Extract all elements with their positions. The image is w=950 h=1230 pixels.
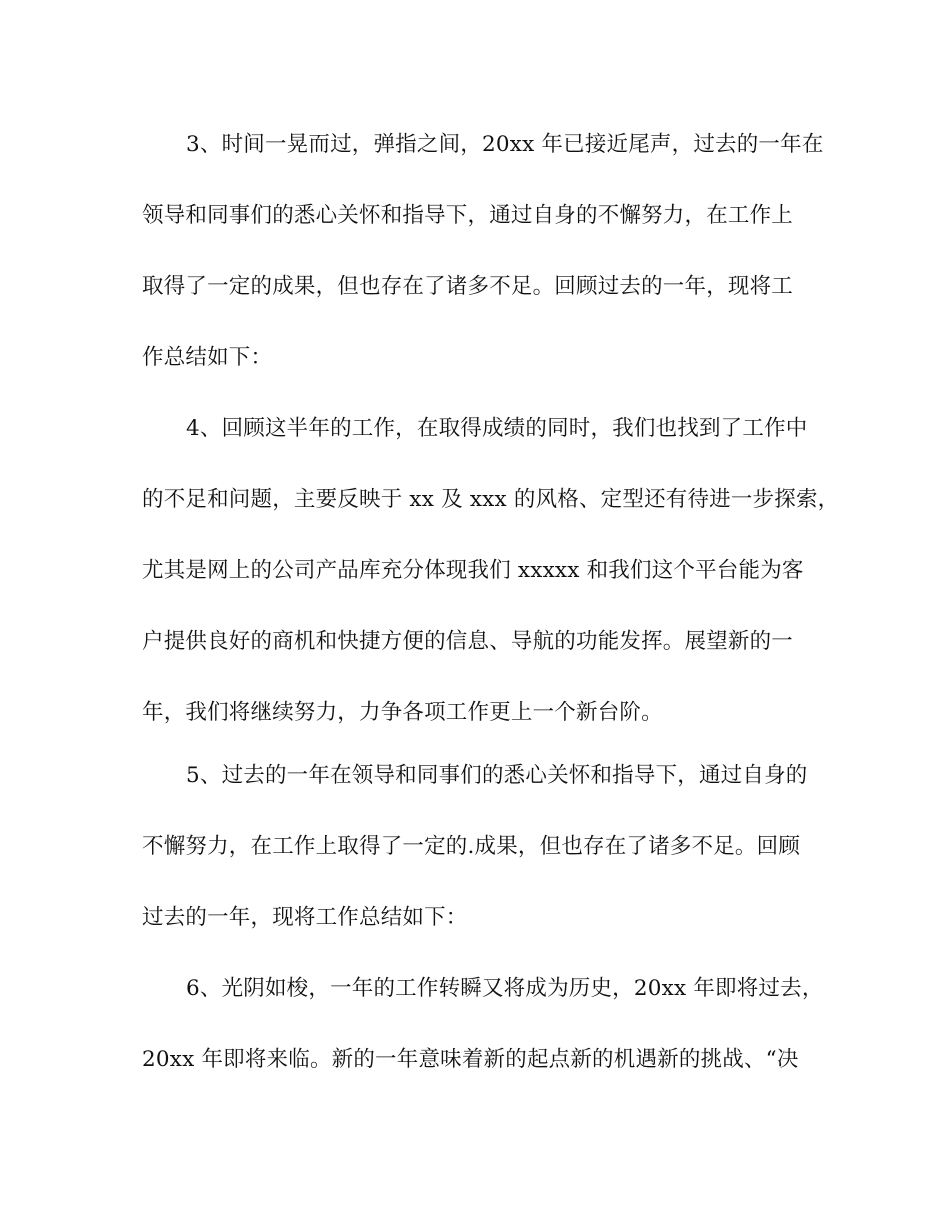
- paragraph-5-line-1: 5、过去的一年在领导和同事们的悉心关怀和指导下，通过自身的: [186, 763, 808, 788]
- paragraph-3-line-1: 3、时间一晃而过，弹指之间，20xx 年已接近尾声，过去的一年在: [186, 132, 824, 157]
- paragraph-4-line-3: 尤其是网上的公司产品库充分体现我们 xxxxx 和我们这个平台能为客: [142, 558, 804, 583]
- paragraph-5-line-2: 不懈努力，在工作上取得了一定的.成果，但也存在了诸多不足。回顾: [142, 834, 801, 859]
- paragraph-4-line-2: 的不足和问题，主要反映于 xx 及 xxx 的风格、定型还有待进一步探索，: [142, 487, 840, 512]
- paragraph-3-line-4: 作总结如下：: [142, 345, 273, 370]
- paragraph-6-line-2: 20xx 年即将来临。新的一年意味着新的起点新的机遇新的挑战、“决: [142, 1047, 799, 1072]
- paragraph-4-line-5: 年，我们将继续努力，力争各项工作更上一个新台阶。: [142, 700, 663, 725]
- paragraph-3-line-3: 取得了一定的成果，但也存在了诸多不足。回顾过去的一年，现将工: [142, 274, 794, 299]
- paragraph-3-line-2: 领导和同事们的悉心关怀和指导下，通过自身的不懈努力，在工作上: [142, 203, 794, 228]
- paragraph-5-line-3: 过去的一年，现将工作总结如下：: [142, 905, 468, 930]
- paragraph-4-line-4: 户提供良好的商机和快捷方便的信息、导航的功能发挥。展望新的一: [142, 629, 794, 654]
- paragraph-4-line-1: 4、回顾这半年的工作，在取得成绩的同时，我们也找到了工作中: [186, 416, 808, 441]
- paragraph-6-line-1: 6、光阴如梭，一年的工作转瞬又将成为历史，20xx 年即将过去，: [186, 976, 824, 1001]
